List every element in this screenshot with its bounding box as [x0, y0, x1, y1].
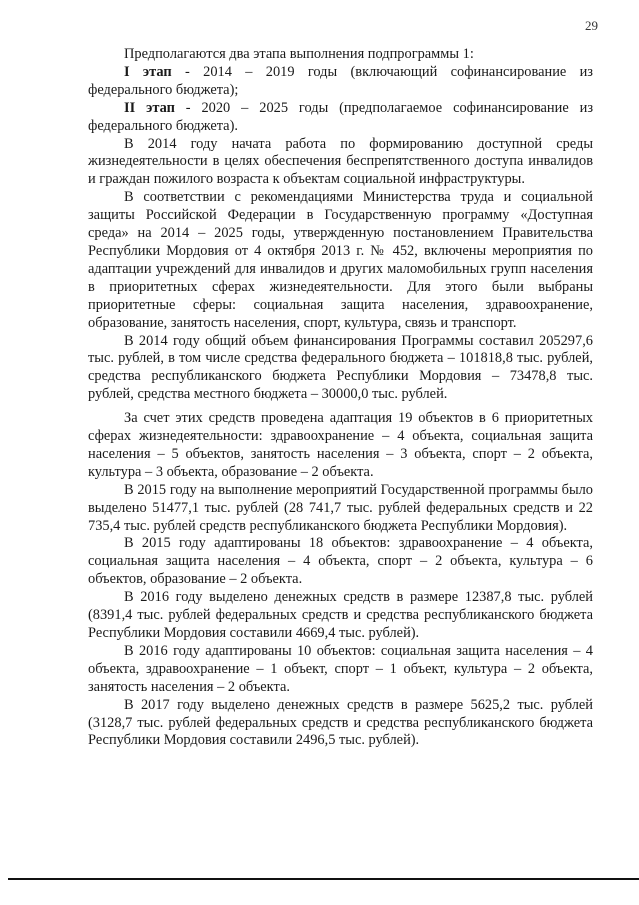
paragraph-2017-financing: В 2017 году выделено денежных средств в размере 5625,2 тыс. рублей (3128,7 тыс. рублей федеральных средств и средства республиканского бюджета Республики Мордовия составили 2496,5 тыс. рублей). [88, 696, 593, 749]
paragraph-2015-financing: В 2015 году на выполнение мероприятий Государственной программы было выделено 51477,1 тыс. рублей (28 741,7 тыс. рублей федеральных средств и 22 735,4 тыс. рублей средств республиканского бюджета Республики Мордовия). [88, 481, 593, 534]
document-body [88, 46, 593, 750]
paragraph-2016-financing: В 2016 году выделено денежных средств в размере 12387,8 тыс. рублей (8391,4 тыс. рублей федеральных средств и средства республиканского бюджета Республики Мордовия составили 4669,4 тыс. рублей). [88, 589, 593, 641]
stage-2-text: - 2020 – 2025 годы (предполагаемое софинансирование из федерального бюджета). [88, 99, 594, 134]
paragraph-2014-financing: В 2014 году общий объем финансирования Программы составил 205297,6 тыс. рублей, в том числе средства федерального бюджета – 101818,8 тыс. рублей, средства республиканского бюджета Республики Мордовия – 73478,8 тыс. рублей, средства местного бюджета – 30000,0 тыс. рублей. [88, 332, 593, 403]
stage-2 [88, 100, 593, 136]
stage-1-text: - 2014 – 2019 годы (включающий софинансирование из федерального бюджета); [88, 63, 593, 98]
stage-2-label: II этап [124, 99, 175, 116]
paragraph-2015-adaptation: В 2015 году адаптированы 18 объектов: здравоохранение – 4 объекта, социальная защита населения – 4 объекта, спорт – 2 объекта, культура – 6 объектов, образование – 2 объекта. [88, 535, 593, 588]
paragraph-2014-start: В 2014 году начата работа по формированию доступной среды жизнедеятельности в целях обеспечения беспрепятственного доступа инвалидов и граждан пожилого возраста к объектам социальной инфраструктуры. [88, 135, 593, 188]
paragraph-recommendations: В соответствии с рекомендациями Министерства труда и социальной защиты Российской Федерации в Государственную программу «Доступная среда» на 2014 – 2025 годы, утвержденную постановлением Правительства Республики Мордовия от 4 октября 2013 г. № 452, включены мероприятия по адаптации учреждений для инвалидов и других маломобильных групп населения в приоритетных сферах жизнедеятельности. Для этого были выбраны приоритетные сферы: социальная защита населения, здравоохранение, образование, занятость населения, спорт, культура, связь и транспорт. [88, 189, 593, 331]
paragraph-2014-adaptation: За счет этих средств проведена адаптация 19 объектов в 6 приоритетных сферах жизнедеятельности: здравоохранение – 4 объекта, социальная защита населения – 5 объектов, занятость населения – 3 объекта, спорт – 2 объекта, культура – 3 объекта, образование – 2 объекта. [88, 410, 593, 480]
paragraph-2016-adaptation: В 2016 году адаптированы 10 объектов: социальная защита населения – 4 объекта, здравоохранение – 1 объект, спорт – 1 объект, культура – 2 объекта, занятость населения – 2 объекта. [88, 642, 593, 695]
paragraph-intro: Предполагаются два этапа выполнения подпрограммы 1: [124, 46, 474, 62]
page-number: 29 [585, 18, 598, 33]
stage-1 [88, 64, 593, 100]
stage-1-label: I этап [124, 63, 172, 80]
bottom-divider [8, 878, 639, 880]
